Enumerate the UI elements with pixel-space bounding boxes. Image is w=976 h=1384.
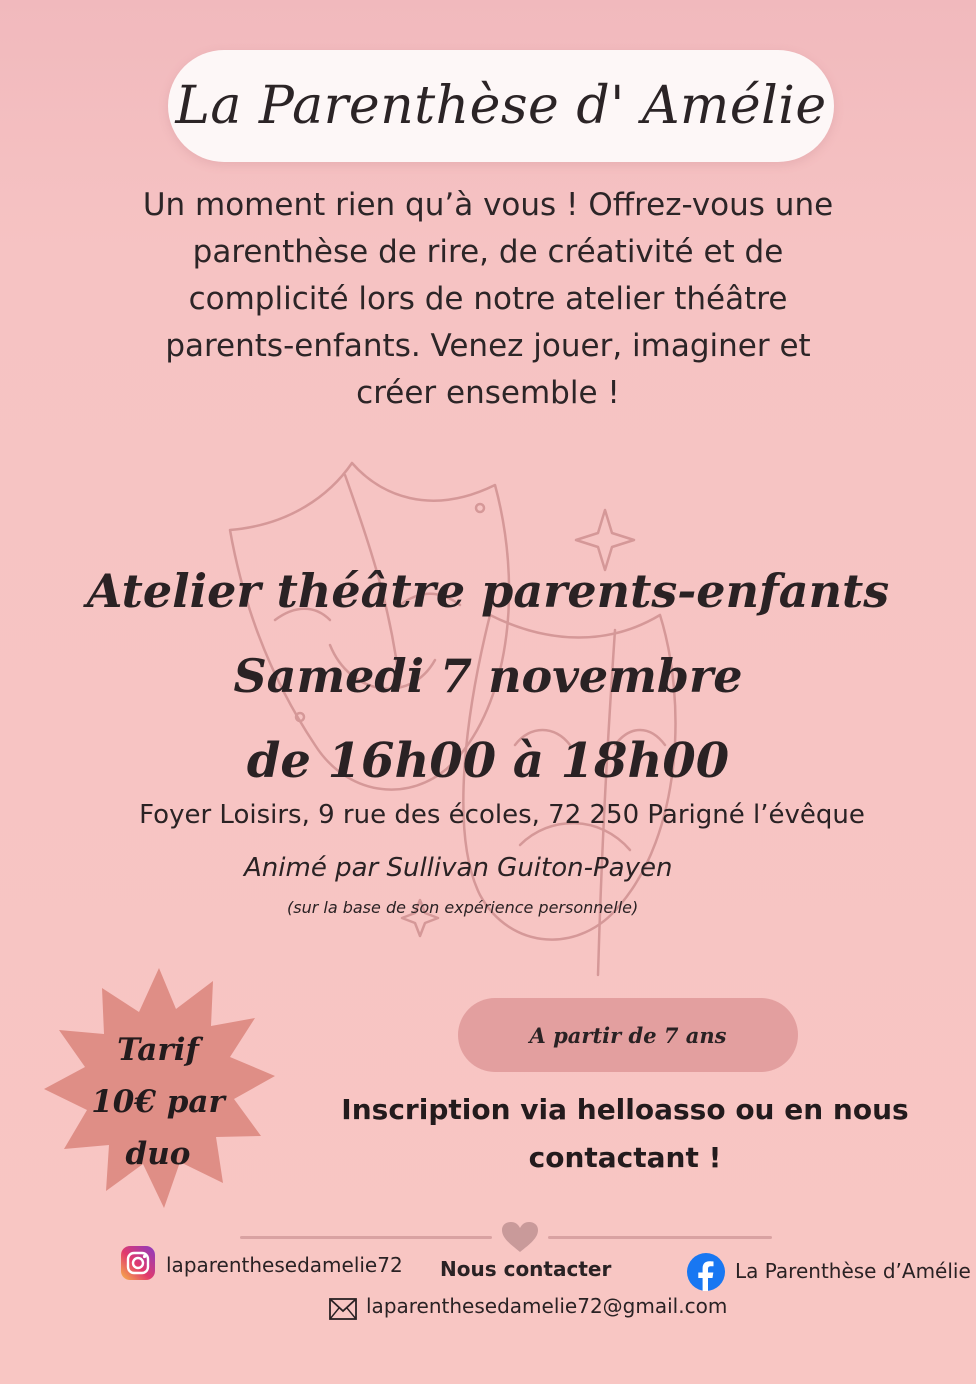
- intro-line: parenthèse de rire, de créativité et de: [192, 234, 784, 270]
- mail-icon: [328, 1297, 358, 1321]
- flyer-title: La Parenthèse d' Amélie: [175, 76, 827, 136]
- inscription-text: [300, 1086, 950, 1182]
- facebook-icon[interactable]: [686, 1252, 726, 1292]
- intro-line: créer ensemble !: [356, 375, 620, 411]
- instagram-icon[interactable]: [120, 1245, 156, 1281]
- event-date: Samedi 7 novembre: [233, 649, 743, 703]
- contact-label: Nous contacter: [440, 1257, 612, 1281]
- inscription-line: contactant !: [528, 1141, 722, 1174]
- divider-right: [548, 1236, 772, 1239]
- inscription-line: Inscription via helloasso ou en nous: [341, 1093, 909, 1126]
- event-address: Foyer Loisirs, 9 rue des écoles, 72 250 Parigné l’évêque: [139, 800, 865, 830]
- heart-icon: [501, 1221, 539, 1253]
- title-banner: [168, 50, 834, 162]
- event-title: Atelier théâtre parents-enfants: [86, 564, 890, 618]
- price-line: duo: [125, 1136, 191, 1172]
- intro-line: parents-enfants. Venez jouer, imaginer et: [165, 328, 811, 364]
- event-time: de 16h00 à 18h00: [246, 733, 730, 789]
- age-badge: A partir de 7 ans: [458, 998, 798, 1072]
- price-line: Tarif: [117, 1032, 199, 1068]
- price-badge-text: [52, 1024, 264, 1180]
- intro-text: [60, 182, 916, 417]
- facebook-page-name[interactable]: La Parenthèse d’Amélie: [735, 1259, 971, 1283]
- event-animator: Animé par Sullivan Guiton-Payen: [244, 853, 673, 883]
- instagram-handle[interactable]: laparenthesedamelie72: [166, 1253, 403, 1277]
- divider-left: [240, 1236, 492, 1239]
- event-note: (sur la base de son expérience personnelle): [287, 898, 639, 917]
- intro-line: Un moment rien qu’à vous ! Offrez-vous une: [142, 187, 834, 223]
- intro-line: complicité lors de notre atelier théâtre: [188, 281, 788, 317]
- email-address[interactable]: laparenthesedamelie72@gmail.com: [366, 1294, 728, 1318]
- price-line: 10€ par: [91, 1084, 225, 1120]
